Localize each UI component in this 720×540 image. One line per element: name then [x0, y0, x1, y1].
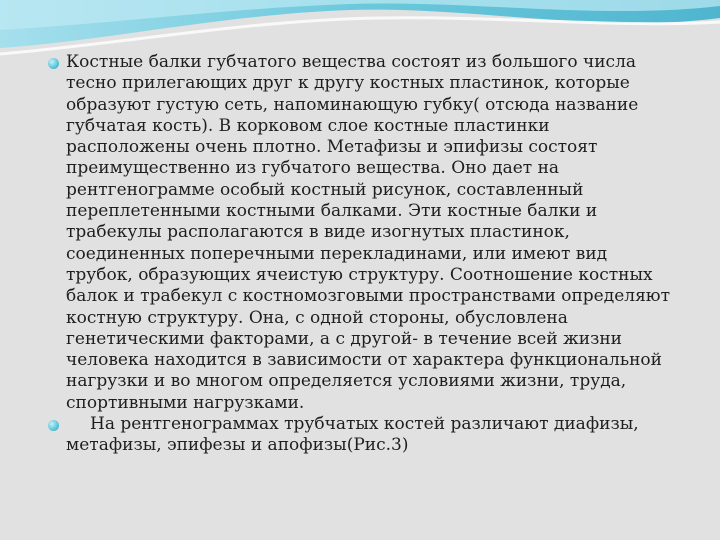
bullet-icon [48, 58, 59, 69]
bullet-item-1 [48, 52, 670, 414]
bullet-text: На рентгенограммах трубчатых костей различают диафизы, метафизы, эпифезы и апофизы(Рис.3) [66, 414, 639, 456]
slide-body [48, 52, 670, 457]
bullet-icon [48, 420, 59, 431]
bullet-item-2 [48, 414, 670, 457]
bullet-text: Костные балки губчатого вещества состоят из большого числа тесно прилегающих друг к другу костных пластинок, которые образуют густую сеть, напоминающую губку( отсюда название губчатая кость). В корковом слое костные пластинки расположены очень плотно. Метафизы и эпифизы состоят преимущественно из губчатого вещества. Оно дает на рентгенограмме особый костный рисунок, составленный переплетенными костными балками. Эти костные балки и трабекулы располагаются в виде изогнутых пластинок, соединенных поперечными перекладинами, или имеют вид трубок, образующих ячеистую структуру. Соотношение костных балок и трабекул с костномозговыми пространствами определяют костную структуру. Она, с одной стороны, обусловлена генетическими факторами, а с другой- в течение всей жизни человека находится в зависимости от характера функциональной нагрузки и во многом определяется условиями жизни, труда, спортивными нагрузками. [66, 52, 670, 413]
